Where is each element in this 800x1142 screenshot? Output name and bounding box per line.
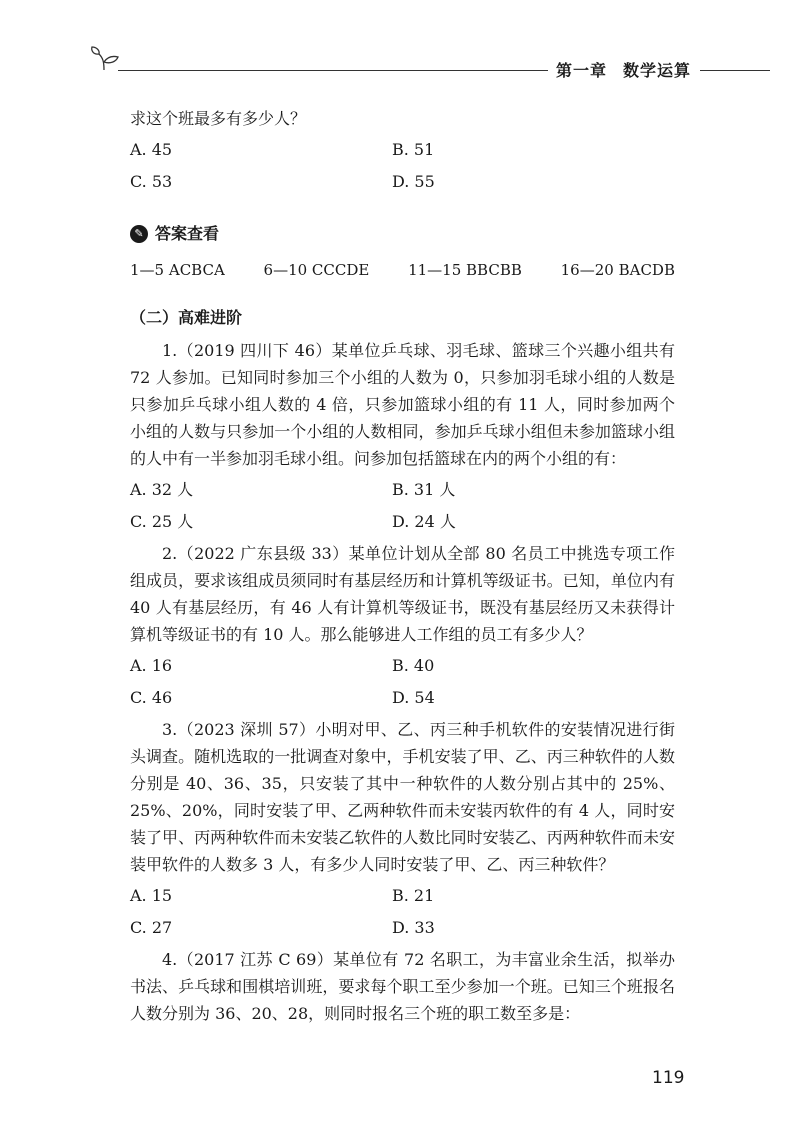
header-rule-left	[118, 70, 548, 71]
question-3-options	[130, 880, 675, 944]
option-b: B. 40	[392, 656, 435, 675]
intro-options	[130, 134, 675, 198]
option-b: B. 51	[392, 140, 435, 159]
option-a: A. 16	[130, 656, 173, 675]
option-d: D. 55	[392, 172, 435, 191]
option-d: D. 33	[392, 918, 435, 937]
question-4: 4.（2017 江苏 C 69）某单位有 72 名职工，为丰富业余生活，拟举办书法、乒乓球和围棋培训班，要求每个职工至少参加一个班。已知三个班报名人数分别为 36、20、28，则同时报名三个班的职工数至多是：	[130, 950, 675, 1023]
page-header	[0, 0, 800, 90]
option-b: B. 31 人	[392, 480, 456, 499]
question-3: 3.（2023 深圳 57）小明对甲、乙、丙三种手机软件的安装情况进行街头调查。随机选取的一批调查对象中，手机安装了甲、乙、丙三种软件的人数分别是 40、36、35，只安装了其中一种软件的人数分别占其中的 25%、25%、20%，同时安装了甲、乙两种软件而未安装丙软件的有 4 人，同时安装了甲、丙两种软件而未安装乙软件的人数比同时安装乙、丙两种软件而未安装甲软件的人数多 3 人，有多少人同时安装了甲、乙、丙三种软件？	[130, 720, 675, 874]
chapter-name: 数学运算	[623, 61, 692, 80]
question-tail: 求这个班最多有多少人？	[130, 109, 307, 128]
option-d: D. 54	[392, 688, 435, 707]
answer-group-2: 6—10 CCCDE	[263, 261, 370, 279]
section-heading: （二）高难进阶	[130, 308, 243, 327]
option-c: C. 25 人	[130, 512, 194, 531]
question-2: 2.（2022 广东县级 33）某单位计划从全部 80 名员工中挑选专项工作组成员，要求该组成员须同时有基层经历和计算机等级证书。已知，单位内有 40 人有基层经历，有 46 人有计算机等级证书，既没有基层经历又未获得计算机等级证书的有 10 人。那么能够进人工作组的员工有多少人？	[130, 544, 675, 644]
option-c: C. 46	[130, 688, 173, 707]
option-c: C. 53	[130, 172, 173, 191]
option-a: A. 32 人	[130, 480, 194, 499]
answer-group-3: 11—15 BBCBB	[408, 261, 522, 279]
option-c: C. 27	[130, 918, 173, 937]
question-2-options	[130, 650, 675, 714]
answer-group-1: 1—5 ACBCA	[130, 261, 225, 279]
page-content	[130, 105, 675, 1027]
chapter-number: 第一章	[556, 61, 608, 80]
option-b: B. 21	[392, 886, 435, 905]
header-rule-right	[700, 70, 770, 71]
page-number: 119	[652, 1068, 685, 1088]
answer-key	[130, 257, 675, 284]
option-a: A. 45	[130, 140, 173, 159]
answer-icon: ✎	[130, 225, 148, 243]
question-1: 1.（2019 四川下 46）某单位乒乓球、羽毛球、篮球三个兴趣小组共有 72 人参加。已知同时参加三个小组的人数为 0，只参加羽毛球小组的人数是只参加乒乓球小组人数的 4 倍，只参加篮球小组的有 11 人，同时参加两个小组的人数与只参加一个小组的人数相同，参加乒乓球小组但未参加篮球小组的人中有一半参加羽毛球小组。问参加包括篮球在内的两个小组的有：	[130, 341, 675, 468]
option-a: A. 15	[130, 886, 173, 905]
question-1-options	[130, 474, 675, 538]
sprout-icon	[90, 44, 122, 72]
chapter-title	[556, 58, 691, 81]
answer-group-4: 16—20 BACDB	[560, 261, 675, 279]
option-d: D. 24 人	[392, 512, 456, 531]
answer-title-text: 答案查看	[155, 224, 220, 243]
answer-section-title	[130, 220, 675, 247]
